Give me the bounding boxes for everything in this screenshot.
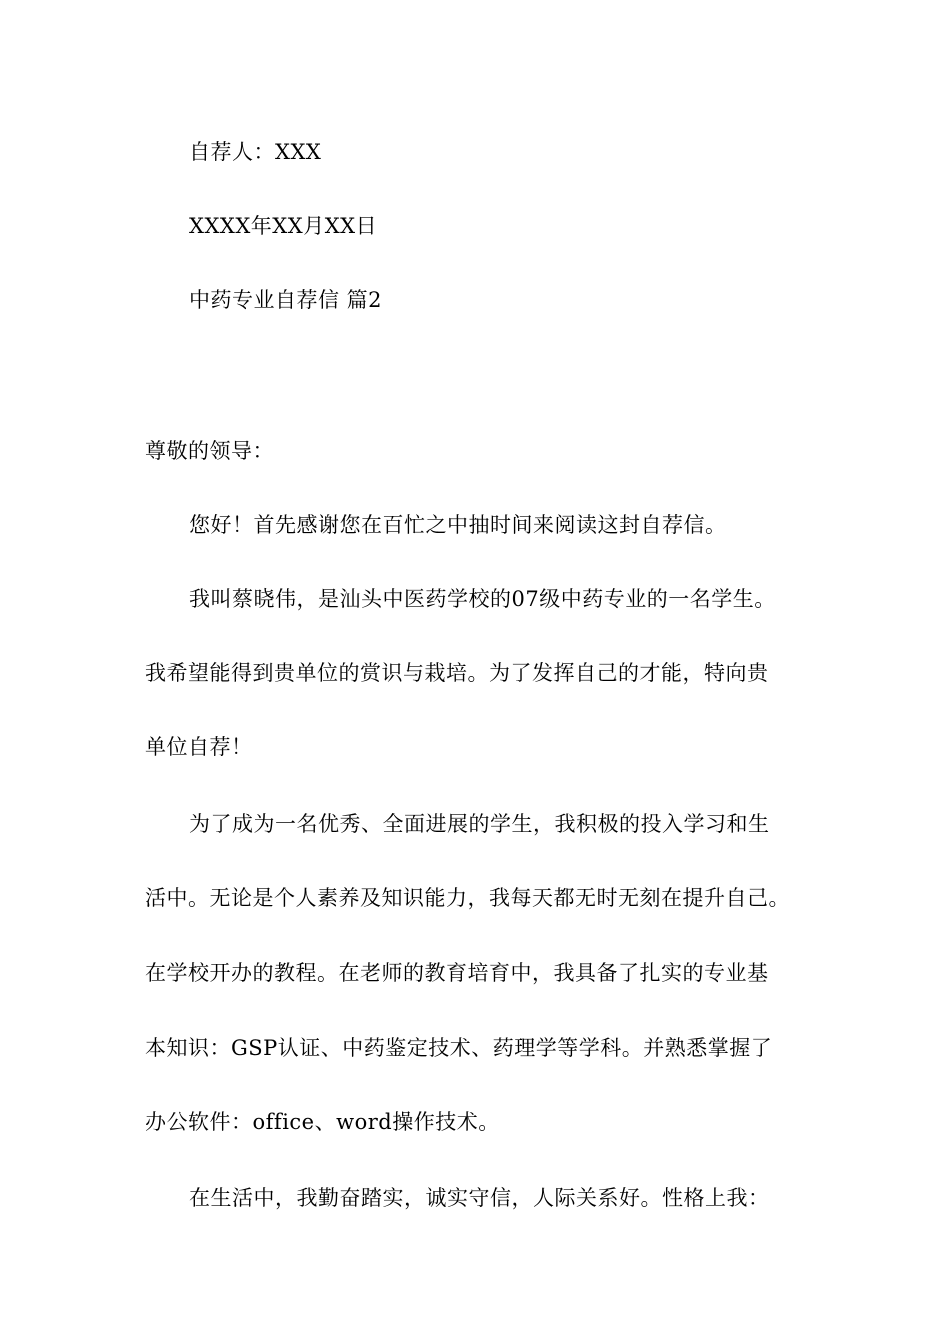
- paragraph-line: 单位自荐！: [145, 735, 253, 759]
- paragraph-line: 为了成为一名优秀、全面进展的学生，我积极的投入学习和生: [189, 812, 770, 836]
- paragraph-line: 在生活中，我勤奋踏实，诚实守信，人际关系好。性格上我：: [189, 1186, 770, 1210]
- paragraph-line: 我叫蔡晓伟，是汕头中医药学校的07级中药专业的一名学生。: [189, 587, 776, 611]
- paragraph-line: 您好！首先感谢您在百忙之中抽时间来阅读这封自荐信。: [189, 513, 727, 537]
- salutation: 尊敬的领导：: [145, 439, 274, 463]
- paragraph-line: 在学校开办的教程。在老师的教育培育中，我具备了扎实的专业基: [145, 961, 769, 985]
- paragraph-line: 活中。无论是个人素养及知识能力，我每天都无时无刻在提升自己。: [145, 886, 790, 910]
- date-line: XXXX年XX月XX日: [189, 214, 378, 238]
- paragraph-line: 本知识：GSP认证、中药鉴定技术、药理学等学科。并熟悉掌握了: [145, 1036, 773, 1060]
- section-title: 中药专业自荐信 篇2: [189, 288, 383, 312]
- paragraph-line: 我希望能得到贵单位的赏识与栽培。为了发挥自己的才能，特向贵: [145, 661, 769, 685]
- recommender-line: 自荐人：XXX: [189, 140, 322, 164]
- paragraph-line: 办公软件：office、word操作技术。: [145, 1110, 500, 1134]
